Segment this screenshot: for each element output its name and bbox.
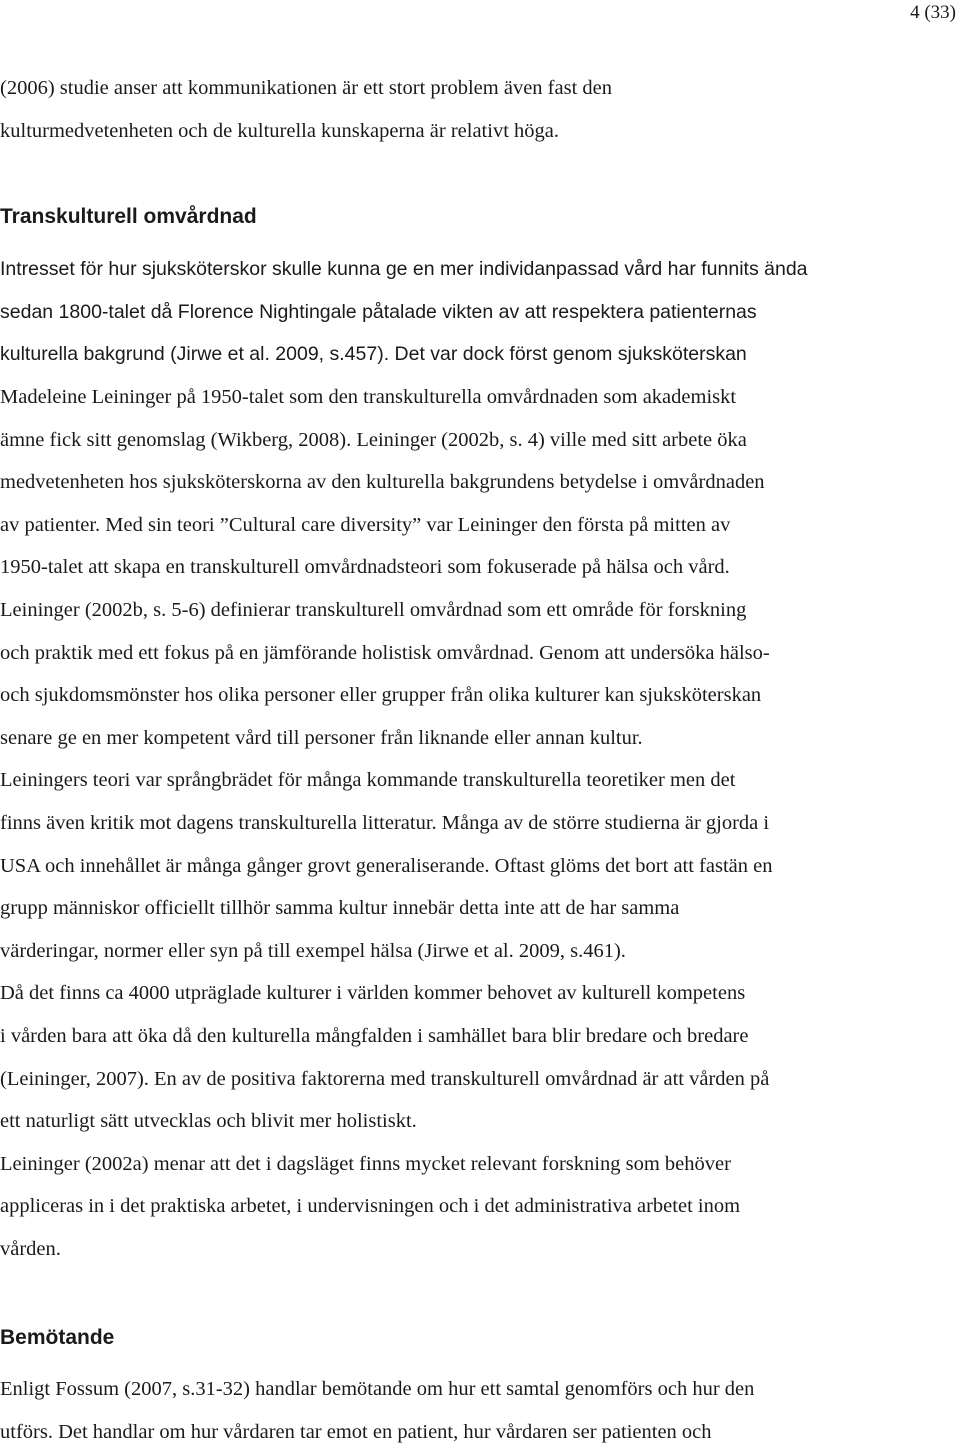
text-line: (2006) studie anser att kommunikationen är ett stort problem även fast den [0, 77, 612, 99]
text-line: och praktik med ett fokus på en jämförande holistisk omvårdnad. Genom att undersöka hälso- [0, 641, 770, 664]
text-line: värderingar, normer eller syn på till exempel hälsa (Jirwe et al. 2009, s.461). [0, 939, 626, 962]
section-heading-bemotande: Bemötande [0, 1326, 115, 1349]
text-line: i vården bara att öka då den kulturella mångfalden i samhället bara blir bredare och bredare [0, 1024, 749, 1047]
text-line: appliceras in i det praktiska arbetet, i undervisningen och i det administrativa arbetet inom [0, 1195, 741, 1218]
section1-paragraph-sans [0, 248, 950, 376]
text-line: 1950-talet att skapa en transkulturell omvårdnadsteori som fokuserade på hälsa och vård. [0, 556, 730, 579]
text-line: utförs. Det handlar om hur vårdaren tar emot en patient, hur vårdaren ser patienten och [0, 1420, 712, 1443]
text-line: medvetenheten hos sjuksköterskorna av den kulturella bakgrundens betydelse i omvårdnaden [0, 471, 765, 494]
text-line: Leininger (2002a) menar att det i dagsläget finns mycket relevant forskning som behöver [0, 1152, 731, 1175]
text-line: finns även kritik mot dagens transkulturella litteratur. Många av de större studierna är gjorda i [0, 811, 770, 834]
text-line: Leiningers teori var språngbrädet för många kommande transkulturella teoretiker men det [0, 769, 736, 792]
section2-paragraph [0, 1368, 950, 1453]
text-line: Leininger (2002b, s. 5-6) definierar transkulturell omvårdnad som ett område för forskning [0, 598, 747, 621]
text-line: Enligt Fossum (2007, s.31-32) handlar bemötande om hur ett samtal genomförs och hur den [0, 1378, 755, 1400]
text-line: ämne fick sitt genomslag (Wikberg, 2008). Leininger (2002b, s. 4) ville med sitt arbete öka [0, 428, 747, 451]
text-line: kulturella bakgrund (Jirwe et al. 2009, s.457). Det var dock först genom sjuksköterskan [0, 343, 747, 366]
text-line: och sjukdomsmönster hos olika personer eller grupper från olika kulturer kan sjuksköterskan [0, 684, 762, 707]
text-line: vården. [0, 1237, 61, 1260]
text-line: kulturmedvetenheten och de kulturella kunskaperna är relativt höga. [0, 119, 559, 142]
text-line: sedan 1800-talet då Florence Nightingale påtalade vikten av att respektera patienternas [0, 300, 757, 323]
section1-paragraph-serif [0, 376, 950, 1270]
section-heading-transkulturell-omvardnad: Transkulturell omvårdnad [0, 205, 257, 228]
text-line: ett naturligt sätt utvecklas och blivit mer holistiskt. [0, 1110, 417, 1133]
text-line: Madeleine Leininger på 1950-talet som den transkulturella omvårdnaden som akademiskt [0, 386, 737, 408]
intro-paragraph [0, 67, 950, 152]
text-line: Intresset för hur sjuksköterskor skulle kunna ge en mer individanpassad vård har funnits ända [0, 258, 808, 280]
page-number: 4 (33) [910, 2, 956, 23]
text-line: USA och innehållet är många gånger grovt generaliserande. Oftast glöms det bort att fastän en [0, 854, 773, 877]
text-line: senare ge en mer kompetent vård till personer från liknande eller annan kultur. [0, 726, 643, 749]
text-line: grupp människor officiellt tillhör samma kultur innebär detta inte att de har samma [0, 897, 680, 920]
text-line: Då det finns ca 4000 utpräglade kulturer i världen kommer behovet av kulturell kompetens [0, 982, 746, 1005]
text-line: (Leininger, 2007). En av de positiva faktorerna med transkulturell omvårdnad är att vården på [0, 1067, 770, 1090]
text-line: av patienter. Med sin teori ”Cultural care diversity” var Leininger den första på mitten av [0, 513, 731, 536]
